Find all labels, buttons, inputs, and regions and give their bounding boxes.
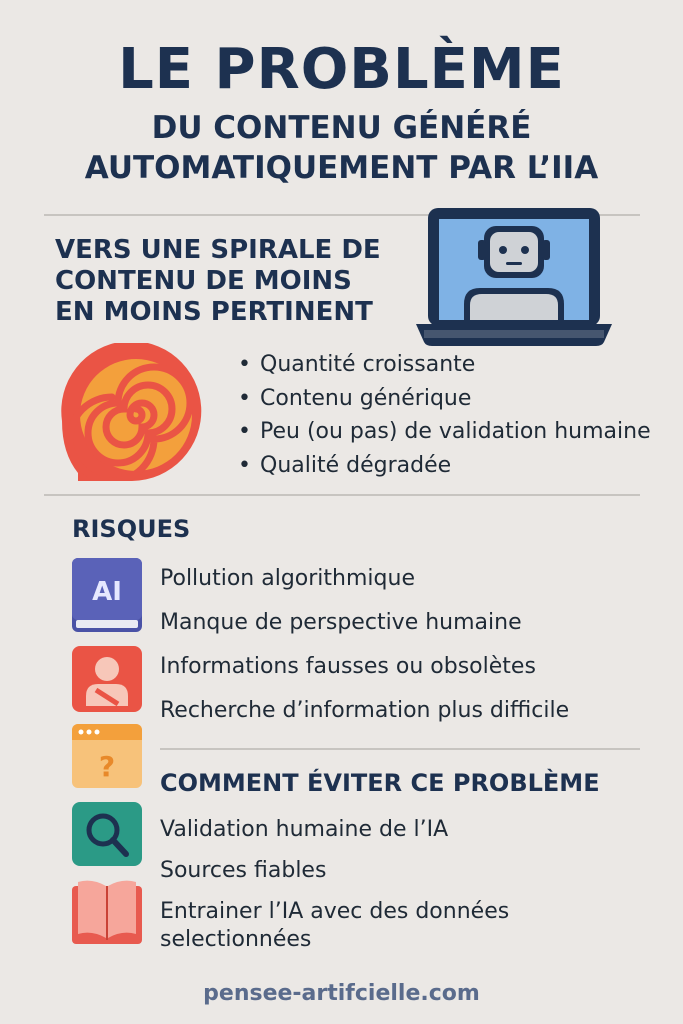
question-mark: ? (98, 750, 116, 783)
risk-item: Pollution algorithmique (160, 566, 415, 591)
avoid-title: COMMENT ÉVITER CE PROBLÈME (160, 769, 600, 797)
browser-question-icon (70, 722, 144, 790)
person-icon (70, 644, 144, 714)
avoid-item: Entrainer l’IA avec des données (160, 899, 510, 924)
avoid-item: selectionnées (160, 927, 312, 952)
risk-item: Manque de perspective humaine (160, 610, 522, 635)
bullet-item: • Contenu générique (238, 382, 651, 416)
avoid-item: Validation humaine de l’IA (160, 817, 449, 842)
bullet-item: • Peu (ou pas) de validation humaine (238, 415, 651, 449)
robot-laptop-icon (414, 204, 614, 350)
spiral-icon (58, 343, 212, 481)
title-line-3: AUTOMATIQUEMENT PAR L’IIA (84, 150, 599, 186)
footer-link[interactable]: pensee-artifcielle.com (203, 981, 480, 1006)
avoid-item: Sources fiables (160, 858, 327, 883)
risks-title: RISQUES (72, 515, 191, 543)
ai-book-icon (70, 556, 144, 636)
title-line-2: DU CONTENU GÉNÉRÉ (151, 110, 532, 146)
bullet-item: • Qualité dégradée (238, 449, 651, 483)
title-line-1: LE PROBLÈME (118, 37, 565, 102)
divider-middle (44, 494, 640, 496)
ai-book-label: AI (92, 577, 122, 607)
divider-lower (160, 748, 640, 750)
spiral-bullets (238, 348, 651, 482)
open-book-icon (70, 878, 144, 946)
search-icon (70, 800, 144, 868)
risk-item: Informations fausses ou obsolètes (160, 654, 536, 679)
bullet-item: • Quantité croissante (238, 348, 651, 382)
risk-item: Recherche d’information plus difficile (160, 698, 570, 723)
spiral-section-title: VERS UNE SPIRALE DE CONTENU DE MOINS EN MOINS PERTINENT (55, 235, 381, 327)
